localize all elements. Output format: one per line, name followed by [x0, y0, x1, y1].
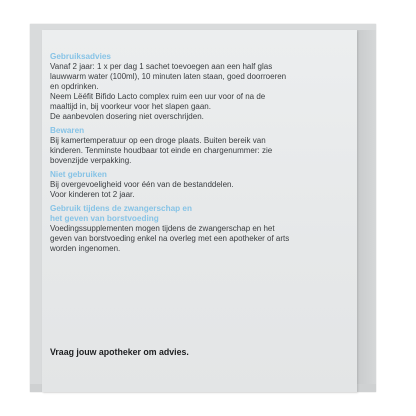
- section-bewaren: [50, 126, 350, 166]
- section-paragraph: Vanaf 2 jaar: 1 x per dag 1 sachet toevoegen aan een half glas lauwwarm water (100ml), 10 minuten laten staan, goed doorroeren en opdrinken.: [50, 62, 287, 91]
- section-paragraph: Voedingssupplementen mogen tijdens de zwangerschap en het geven van borstvoeding enkel na overleg met een apotheker of arts worden ingenomen.: [50, 224, 290, 253]
- section-paragraph: De aanbevolen dosering niet overschrijden.: [50, 112, 204, 121]
- section-heading: Gebruiksadvies: [50, 52, 111, 61]
- section-paragraph: Bij kamertemperatuur op een droge plaats. Buiten bereik van kinderen. Tenminste houdbaar tot einde en chargenummer: zie bovenzijde verpakking.: [50, 136, 273, 165]
- section-gebruiksadvies: [50, 52, 350, 122]
- section-heading: Gebruik tijdens de zwangerschap en het geven van borstvoeding: [50, 204, 192, 223]
- section-paragraph: Neem Lëéfit Bifido Lacto complex ruim een uur voor of na de maaltijd in, bij voorkeur voor het slapen gaan.: [50, 92, 266, 111]
- section-zwangerschap: [50, 204, 350, 254]
- section-heading: Bewaren: [50, 126, 85, 135]
- section-heading: Niet gebruiken: [50, 170, 107, 179]
- box-side-edge: [357, 30, 376, 392]
- section-paragraph: Bij overgevoeligheid voor één van de bestanddelen.: [50, 180, 234, 189]
- label-text-block: [50, 52, 350, 254]
- section-paragraph: Voor kinderen tot 2 jaar.: [50, 190, 135, 199]
- section-niet-gebruiken: [50, 170, 350, 200]
- footer-advice: Vraag jouw apotheker om advies.: [50, 347, 189, 357]
